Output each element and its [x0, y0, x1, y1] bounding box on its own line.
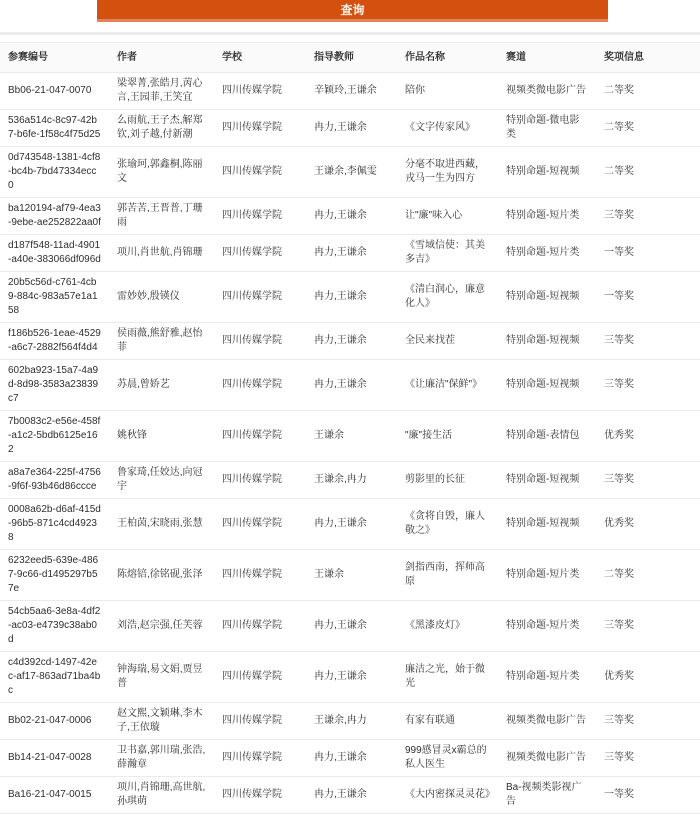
cell-work-title: 陪你 [397, 73, 498, 110]
cell-entry-id: 0008a62b-d6af-415d-96b5-871c4cd49238 [0, 499, 109, 550]
cell-authors: 姚秋锋 [109, 411, 214, 462]
cell-award: 二等奖 [596, 73, 700, 110]
cell-entry-id: 20b5c56d-c761-4cb9-884c-983a57e1a158 [0, 272, 109, 323]
header-cell-work-title: 作品名称 [397, 43, 498, 73]
cell-track: 特别命题-表情包 [498, 411, 596, 462]
cell-school: 四川传媒学院 [214, 462, 306, 499]
cell-advisors: 王谦余,冉力 [306, 703, 397, 740]
cell-advisors: 冉力,王谦余 [306, 198, 397, 235]
cell-work-title: 《贪将自毁，廉人敬之》 [397, 499, 498, 550]
cell-school: 四川传媒学院 [214, 777, 306, 814]
cell-advisors: 冉力,王谦余 [306, 777, 397, 814]
table-row [0, 272, 700, 323]
cell-school: 四川传媒学院 [214, 235, 306, 272]
cell-award: 二等奖 [596, 147, 700, 198]
cell-award: 二等奖 [596, 550, 700, 601]
cell-track: 特别命题-短片类 [498, 198, 596, 235]
cell-track: 特别命题-短视频 [498, 499, 596, 550]
cell-award: 三等奖 [596, 740, 700, 777]
cell-school: 四川传媒学院 [214, 198, 306, 235]
cell-school: 四川传媒学院 [214, 147, 306, 198]
table-row [0, 777, 700, 814]
results-table [0, 42, 700, 814]
cell-track: 特别命题-短片类 [498, 652, 596, 703]
table-row [0, 323, 700, 360]
cell-award: 一等奖 [596, 777, 700, 814]
cell-school: 四川传媒学院 [214, 110, 306, 147]
cell-track: 特别命题-短视频 [498, 272, 596, 323]
table-row [0, 235, 700, 272]
cell-award: 一等奖 [596, 272, 700, 323]
cell-work-title: 廉洁之光，始于微光 [397, 652, 498, 703]
table-row [0, 73, 700, 110]
cell-track: 特别命题-短视频 [498, 462, 596, 499]
cell-school: 四川传媒学院 [214, 703, 306, 740]
cell-advisors: 冉力,王谦余 [306, 360, 397, 411]
cell-work-title: 999感冒灵x霸总的私人医生 [397, 740, 498, 777]
cell-entry-id: Bb14-21-047-0028 [0, 740, 109, 777]
table-row [0, 360, 700, 411]
cell-authors: 卫书嘉,郭川瑞,张浩,薛瀚章 [109, 740, 214, 777]
header-cell-entry-id: 参赛编号 [0, 43, 109, 73]
table-row [0, 462, 700, 499]
cell-authors: 项川,肖锦珊,高世航,孙琪萌 [109, 777, 214, 814]
cell-track: 特别命题-短片类 [498, 601, 596, 652]
cell-school: 四川传媒学院 [214, 411, 306, 462]
table-row [0, 198, 700, 235]
cell-work-title: 剑指西南，挥师高原 [397, 550, 498, 601]
cell-work-title: 《雪域信使：其美多吉》 [397, 235, 498, 272]
header-cell-award: 奖项信息 [596, 43, 700, 73]
cell-authors: 陈熔锫,徐铭砚,张泽 [109, 550, 214, 601]
table-header-row [0, 43, 700, 73]
cell-work-title: "廉"接生活 [397, 411, 498, 462]
cell-work-title: 《文字传家风》 [397, 110, 498, 147]
cell-entry-id: 6232eed5-639e-4867-9c66-d1495297b57e [0, 550, 109, 601]
cell-award: 三等奖 [596, 198, 700, 235]
cell-authors: 赵文熙,文颖琳,李木子,王依璇 [109, 703, 214, 740]
cell-award: 三等奖 [596, 601, 700, 652]
header-cell-track: 赛道 [498, 43, 596, 73]
cell-track: 特别命题-短视频 [498, 323, 596, 360]
cell-authors: 刘浩,赵宗强,任芙蓉 [109, 601, 214, 652]
cell-school: 四川传媒学院 [214, 550, 306, 601]
header-cell-authors: 作者 [109, 43, 214, 73]
cell-track: Ba-视频类影视广告 [498, 777, 596, 814]
cell-authors: 王柏茵,宋晓雨,张慧 [109, 499, 214, 550]
cell-advisors: 冉力,王谦余 [306, 601, 397, 652]
table-header [0, 43, 700, 73]
cell-entry-id: 7b0083c2-e56e-458f-a1c2-5bdb6125e162 [0, 411, 109, 462]
cell-authors: 钟海瑞,易文娟,贾昱普 [109, 652, 214, 703]
cell-authors: 侯雨薇,熊舒雅,赵怡菲 [109, 323, 214, 360]
cell-work-title: 《让廉洁"保鲜"》 [397, 360, 498, 411]
cell-award: 三等奖 [596, 360, 700, 411]
cell-work-title: 《清白润心，廉意化人》 [397, 272, 498, 323]
cell-work-title: 剪影里的长征 [397, 462, 498, 499]
cell-award: 优秀奖 [596, 652, 700, 703]
cell-authors: 梁翠菁,张皓月,苪心言,王园菲,王笑宜 [109, 73, 214, 110]
cell-school: 四川传媒学院 [214, 652, 306, 703]
cell-track: 特别命题-短视频 [498, 360, 596, 411]
cell-advisors: 冉力,王谦余 [306, 499, 397, 550]
table-row [0, 147, 700, 198]
cell-advisors: 冉力,王谦余 [306, 110, 397, 147]
cell-entry-id: 536a514c-8c97-42b7-b6fe-1f58c4f75d25 [0, 110, 109, 147]
table-row [0, 411, 700, 462]
cell-authors: 张瑜珂,郭鑫桐,陈丽文 [109, 147, 214, 198]
cell-award: 优秀奖 [596, 411, 700, 462]
table-row [0, 703, 700, 740]
cell-authors: 项川,肖世航,肖锦珊 [109, 235, 214, 272]
query-button[interactable]: 查询 [97, 0, 608, 22]
cell-entry-id: d187f548-11ad-4901-a40e-383066df096d [0, 235, 109, 272]
cell-authors: 鲁家琦,任姣达,向冠宇 [109, 462, 214, 499]
cell-entry-id: a8a7e364-225f-4756-9f6f-93b46d86ccce [0, 462, 109, 499]
cell-entry-id: c4d392cd-1497-42ec-af17-863ad71ba4bc [0, 652, 109, 703]
cell-track: 视频类微电影广告 [498, 703, 596, 740]
table-row [0, 740, 700, 777]
cell-authors: 郭苦苦,王晋普,丁珊雨 [109, 198, 214, 235]
cell-track: 视频类微电影广告 [498, 740, 596, 777]
cell-advisors: 王谦余,冉力 [306, 462, 397, 499]
cell-track: 特别命题-短片类 [498, 235, 596, 272]
cell-advisors: 冉力,王谦余 [306, 272, 397, 323]
cell-entry-id: ba120194-af79-4ea3-9ebe-ae252822aa0f [0, 198, 109, 235]
cell-track: 特别命题-微电影类 [498, 110, 596, 147]
cell-award: 优秀奖 [596, 499, 700, 550]
table-row [0, 110, 700, 147]
results-table-container [0, 42, 700, 814]
cell-entry-id: 602ba923-15a7-4a9d-8d98-3583a23839c7 [0, 360, 109, 411]
cell-authors: 雷妙妙,殷锳仪 [109, 272, 214, 323]
cell-school: 四川传媒学院 [214, 360, 306, 411]
table-row [0, 499, 700, 550]
cell-entry-id: Bb06-21-047-0070 [0, 73, 109, 110]
cell-advisors: 辛颖玲,王谦余 [306, 73, 397, 110]
table-row [0, 652, 700, 703]
cell-entry-id: f186b526-1eae-4529-a6c7-2882f564f4d4 [0, 323, 109, 360]
cell-work-title: 《黑漆皮灯》 [397, 601, 498, 652]
cell-school: 四川传媒学院 [214, 73, 306, 110]
cell-award: 一等奖 [596, 235, 700, 272]
cell-school: 四川传媒学院 [214, 499, 306, 550]
cell-advisors: 王谦余 [306, 411, 397, 462]
cell-track: 特别命题-短视频 [498, 147, 596, 198]
cell-school: 四川传媒学院 [214, 272, 306, 323]
cell-advisors: 冉力,王谦余 [306, 652, 397, 703]
cell-award: 三等奖 [596, 703, 700, 740]
section-divider [0, 32, 700, 35]
cell-school: 四川传媒学院 [214, 740, 306, 777]
table-row [0, 601, 700, 652]
header-cell-advisors: 指导教师 [306, 43, 397, 73]
cell-authors: 么雨航,王子杰,解郑钦,刘子越,付新潮 [109, 110, 214, 147]
cell-work-title: 让"廉"味入心 [397, 198, 498, 235]
cell-track: 特别命题-短片类 [498, 550, 596, 601]
cell-entry-id: 0d743548-1381-4cf8-bc4b-7bd47334ecc0 [0, 147, 109, 198]
cell-work-title: 分毫不取进西藏，戎马一生为四方 [397, 147, 498, 198]
cell-school: 四川传媒学院 [214, 601, 306, 652]
cell-advisors: 王谦余 [306, 550, 397, 601]
cell-advisors: 冉力,王谦余 [306, 740, 397, 777]
cell-work-title: 《大内密探灵灵花》 [397, 777, 498, 814]
cell-track: 视频类微电影广告 [498, 73, 596, 110]
cell-entry-id: Bb02-21-047-0006 [0, 703, 109, 740]
cell-work-title: 全民来找茬 [397, 323, 498, 360]
cell-advisors: 王谦余,李佩雯 [306, 147, 397, 198]
cell-award: 三等奖 [596, 323, 700, 360]
header-cell-school: 学校 [214, 43, 306, 73]
cell-school: 四川传媒学院 [214, 323, 306, 360]
table-body [0, 73, 700, 814]
cell-work-title: 有家有联通 [397, 703, 498, 740]
cell-advisors: 冉力,王谦余 [306, 235, 397, 272]
cell-authors: 苏晨,曾娇艺 [109, 360, 214, 411]
cell-award: 二等奖 [596, 110, 700, 147]
cell-advisors: 冉力,王谦余 [306, 323, 397, 360]
cell-entry-id: 54cb5aa6-3e8a-4df2-ac03-e4739c38ab0d [0, 601, 109, 652]
cell-award: 三等奖 [596, 462, 700, 499]
cell-entry-id: Ba16-21-047-0015 [0, 777, 109, 814]
table-row [0, 550, 700, 601]
